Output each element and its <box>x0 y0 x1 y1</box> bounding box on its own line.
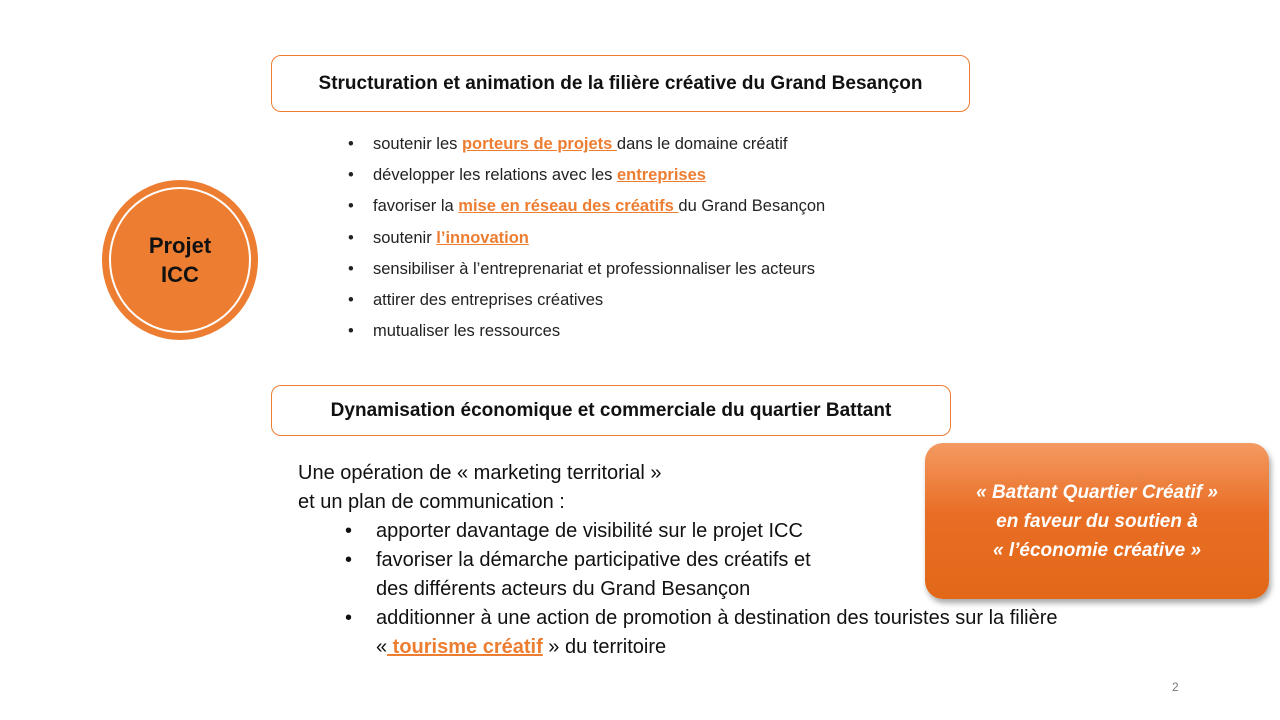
page-number: 2 <box>1172 680 1179 694</box>
list-item: • soutenir l’innovation <box>348 224 825 255</box>
section1-title: Structuration et animation de la filière créative du Grand Besançon <box>318 72 923 94</box>
intro-line-2: et un plan de communication : <box>298 491 565 513</box>
highlight-link: mise en réseau des créatifs <box>458 197 679 216</box>
list-item: • favoriser la démarche participative des créatifs et des différents acteurs du Grand Besançon <box>345 546 1058 604</box>
intro-line-1: Une opération de « marketing territorial » <box>298 462 662 484</box>
highlight-link: l’innovation <box>436 228 529 247</box>
project-circle-inner <box>109 187 251 333</box>
callout-line1: « Battant Quartier Créatif » <box>976 481 1218 503</box>
section2-title: Dynamisation économique et commerciale du quartier Battant <box>330 399 892 421</box>
list-item: • apporter davantage de visibilité sur le projet ICC <box>345 517 1058 546</box>
list-item: • additionner à une action de promotion à destination des touristes sur la filière « tourisme créatif » du territoire <box>345 604 1058 662</box>
list-item: • développer les relations avec les entreprises <box>348 161 825 192</box>
list-item: • sensibiliser à l’entreprenariat et professionnaliser les acteurs <box>348 255 825 286</box>
list-item: • soutenir les porteurs de projets dans le domaine créatif <box>348 130 825 161</box>
callout-line3: « l’économie créative » <box>992 539 1202 561</box>
list-item: • favoriser la mise en réseau des créatifs du Grand Besançon <box>348 192 825 223</box>
highlight-link: tourisme créatif <box>387 636 543 658</box>
objectives-list <box>348 130 825 348</box>
highlight-link: porteurs de projets <box>461 135 617 153</box>
callout-line2: en faveur du soutien à <box>996 510 1198 532</box>
circle-line1: Projet <box>148 233 212 258</box>
highlight-link: entreprises <box>616 166 706 185</box>
list-item: • mutualiser les ressources <box>348 317 825 348</box>
callout-box <box>925 443 1269 599</box>
project-circle <box>102 180 258 340</box>
section2-title-box <box>271 385 951 436</box>
circle-line2: ICC <box>161 262 199 287</box>
section1-title-box <box>271 55 970 112</box>
list-item: • attirer des entreprises créatives <box>348 286 825 317</box>
